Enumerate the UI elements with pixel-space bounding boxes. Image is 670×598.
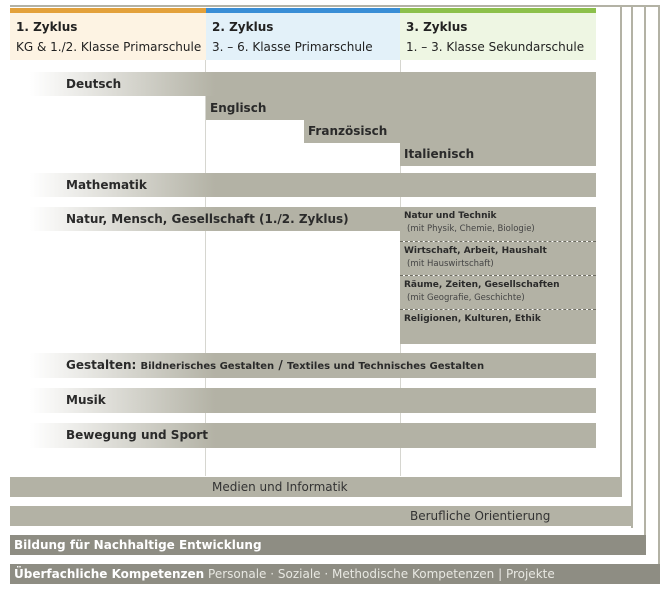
subject-sport: Bewegung und Sport <box>10 423 596 448</box>
nmg-sub-wirtschaft: Wirtschaft, Arbeit, Haushalt (mit Hauswirtschaft) <box>400 242 596 275</box>
subject-deutsch: Deutsch <box>10 72 596 96</box>
cycle-1-subtitle: KG & 1./2. Klasse Primarschule <box>16 40 202 54</box>
subject-gestalten: Gestalten: Bildnerisches Gestalten / Textiles und Technisches Gestalten <box>10 353 596 378</box>
subject-musik: Musik <box>10 388 596 413</box>
cycle-2-title: 2. Zyklus <box>212 20 274 34</box>
cycle-1-header <box>10 13 206 60</box>
cycle-3-title: 3. Zyklus <box>406 20 468 34</box>
subject-mathematik: Mathematik <box>10 173 596 197</box>
module-berufliche-orientierung: Berufliche Orientierung <box>10 506 633 526</box>
nmg-sub-raeume: Räume, Zeiten, Gesellschaften (mit Geografie, Geschichte) <box>400 276 596 309</box>
cycle-2-header <box>206 13 400 60</box>
module-bne: Bildung für Nachhaltige Entwicklung <box>10 535 646 555</box>
cycle-3-header <box>400 13 596 60</box>
subject-nmg: Natur, Mensch, Gesellschaft (1./2. Zyklus) <box>10 207 400 231</box>
subject-italienisch: Italienisch <box>400 142 596 166</box>
cycle-3-subtitle: 1. – 3. Klasse Sekundarschule <box>406 40 585 54</box>
subject-englisch: Englisch <box>206 96 596 120</box>
cycle-2-subtitle: 3. – 6. Klasse Primarschule <box>212 40 373 54</box>
module-ueberfachlich: Überfachliche Kompetenzen Personale · Soziale · Methodische Kompetenzen | Projekte <box>10 564 660 584</box>
module-medien-informatik: Medien und Informatik <box>10 477 622 497</box>
cycle-divider-1 <box>205 60 206 476</box>
cycle-1-title: 1. Zyklus <box>16 20 78 34</box>
nmg-sub-natur-technik: Natur und Technik (mit Physik, Chemie, Biologie) <box>400 207 596 241</box>
nmg-sub-religionen: Religionen, Kulturen, Ethik <box>400 310 596 344</box>
subject-franzoesisch: Französisch <box>304 119 596 143</box>
